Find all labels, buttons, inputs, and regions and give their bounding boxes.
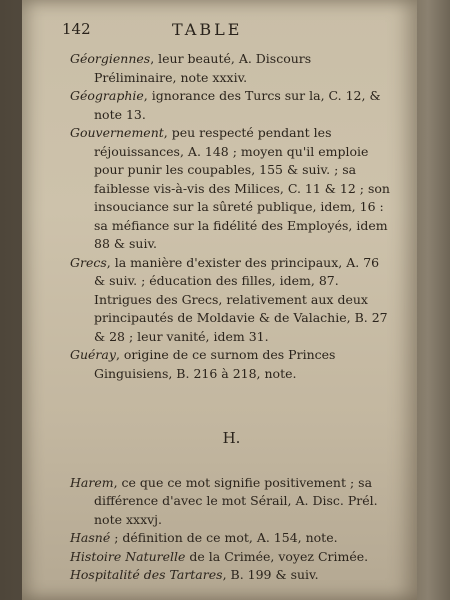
entry-headword: Hospitalité des Tartares bbox=[70, 567, 223, 582]
entry-text: , la manière d'exister des principaux, A. 76 & suiv. ; éducation des filles, idem, 87. Intrigues des Grecs, relativement aux deux principautés de Moldavie & de Valachie, B. 27 & 28 ; leur vanité, idem 31. bbox=[94, 254, 388, 344]
book-page bbox=[22, 0, 417, 600]
index-entry bbox=[70, 254, 393, 347]
entry-headword: Harem bbox=[70, 474, 114, 490]
index-entry bbox=[70, 566, 393, 585]
entry-text: , leur beauté, A. Discours Préliminaire, note xxxiv. bbox=[94, 51, 312, 85]
entry-headword: Grecs bbox=[70, 254, 107, 270]
entry-headword: Hasné bbox=[70, 530, 111, 545]
index-entry bbox=[70, 529, 393, 548]
page-number: 142 bbox=[62, 20, 91, 38]
entry-text: de la Crimée, voyez Crimée. bbox=[185, 548, 369, 564]
running-title: TABLE bbox=[172, 20, 243, 39]
entry-text: ; définition de ce mot, A. 154, note. bbox=[110, 530, 338, 545]
entry-headword: Histoire Naturelle bbox=[70, 548, 186, 564]
index-entry bbox=[70, 474, 393, 530]
entry-headword: Géographie bbox=[70, 88, 144, 103]
entry-text: , origine de ce surnom des Princes Ginguisiens, B. 216 à 218, note. bbox=[94, 347, 336, 381]
entry-text: , ignorance des Turcs sur la, C. 12, & note 13. bbox=[94, 88, 381, 122]
index-column bbox=[70, 50, 393, 585]
entry-text: , ce que ce mot signifie positivement ; sa différence d'avec le mot Sérail, A. Disc. Prél. note xxxvj. bbox=[94, 474, 378, 527]
entry-text: , B. 199 & suiv. bbox=[222, 567, 319, 582]
entry-text: , peu respecté pendant les réjouissances, A. 148 ; moyen qu'il emploie pour punir les coupables, 155 & suiv. ; sa faiblesse vis-à-vis des Milices, C. 11 & 12 ; son insouciance sur la sûreté publique, idem, 16 : sa méfiance sur la fidélité des Employés, idem 88 & suiv. bbox=[94, 125, 390, 251]
index-entry bbox=[70, 548, 393, 567]
page-header bbox=[62, 20, 402, 42]
index-entry bbox=[70, 87, 393, 124]
entry-headword: Géorgiennes bbox=[70, 51, 151, 66]
entry-headword: Gouvernement bbox=[70, 125, 164, 140]
section-letter: H. bbox=[222, 429, 241, 447]
index-entry bbox=[70, 124, 393, 254]
index-entry bbox=[70, 50, 393, 87]
index-entry bbox=[70, 346, 393, 383]
entry-headword: Guéray bbox=[70, 347, 116, 362]
